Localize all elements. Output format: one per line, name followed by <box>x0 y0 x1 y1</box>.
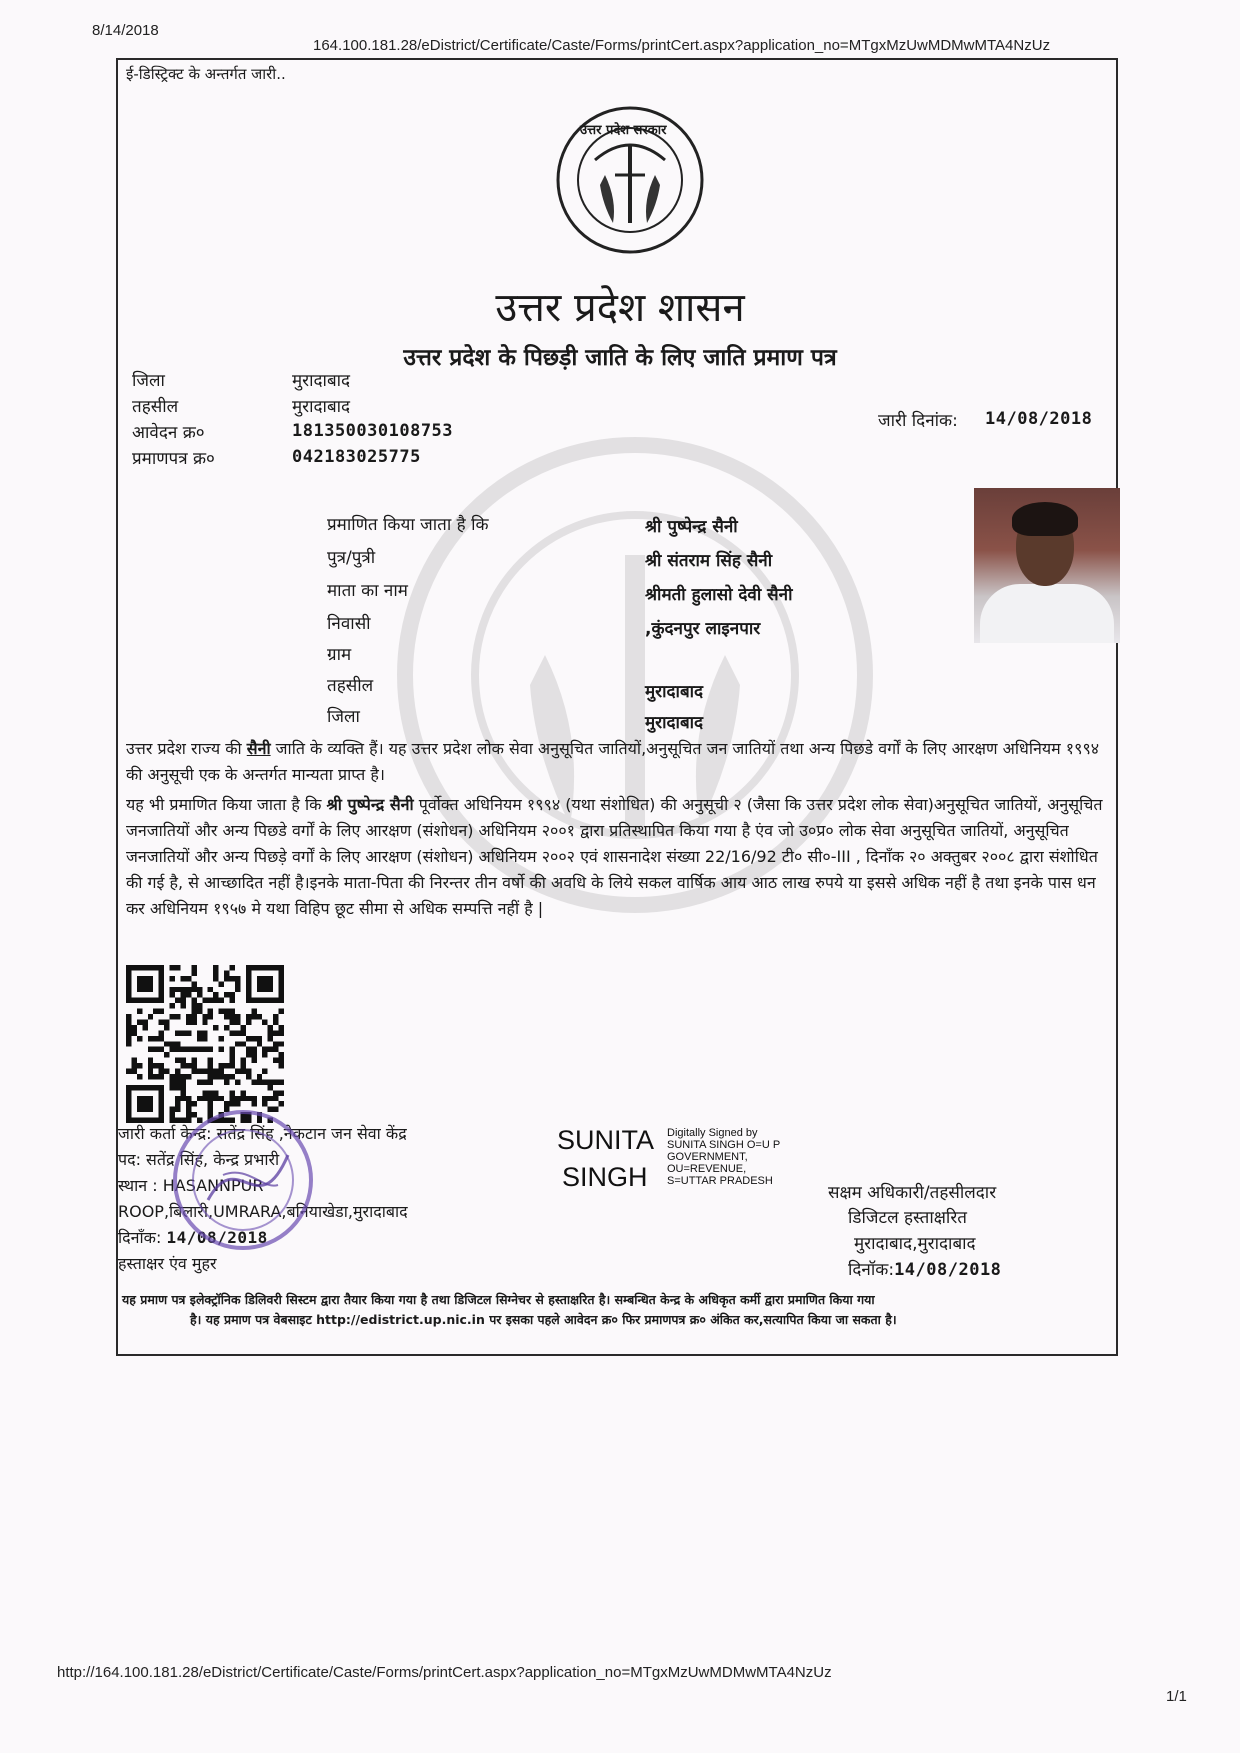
resident-value: ,कुंदनपुर लाइनपार <box>645 619 761 639</box>
print-date: 8/14/2018 <box>92 22 159 39</box>
print-header-url: 164.100.181.28/eDistrict/Certificate/Caste/Forms/printCert.aspx?application_no=MTgxMzUwMDMwMTA4NzUz <box>313 37 1051 54</box>
application-label: आवेदन क्र० <box>132 423 205 443</box>
issue-date: 14/08/2018 <box>985 409 1093 429</box>
district-value: मुरादाबाद <box>292 371 351 391</box>
officer-digital-sign: डिजिटल हस्ताक्षरित <box>848 1208 967 1228</box>
issuer-post: पद: सतेंद्र सिंह, केन्द्र प्रभारी <box>118 1150 280 1169</box>
district-label: जिला <box>132 371 165 391</box>
certification-paragraph-1: उत्तर प्रदेश राज्य की सैनी जाति के व्यक्ति हैं। यह उत्तर प्रदेश लोक सेवा अनुसूचित जातियों,अनुसूचित जन जातियों तथा अन्य पिछडे वर्गों के लिए आरक्षण अधिनियम १९९४ की अनुसूची एक के अन्तर्गत मान्यता प्राप्त है। <box>126 739 1100 784</box>
applicant-name: श्री पुष्पेन्द्र सैनी <box>645 517 738 537</box>
applicant-photo <box>974 488 1120 643</box>
signer-first-name: SUNITA <box>557 1125 655 1155</box>
tehsil-value: मुरादाबाद <box>292 397 351 417</box>
signer-last-name: SINGH <box>562 1162 648 1192</box>
details-label: जिला <box>327 707 360 727</box>
print-footer-url: http://164.100.181.28/eDistrict/Certificate/Caste/Forms/printCert.aspx?application_no=MTgxMzUwMDMwMTA4NzUz <box>57 1664 832 1681</box>
footer-note-line-2: है। यह प्रमाण पत्र वेबसाइट http://edistrict.up.nic.in पर इसका पहले आवेदन क्र० फिर प्रमाणपत्र क्र० अंकित कर,सत्यापित किया जा सकता है। <box>190 1312 897 1327</box>
certificate-title: उत्तर प्रदेश शासन <box>495 285 745 331</box>
issuer-sign-label: हस्ताक्षर एंव मुहर <box>118 1254 217 1273</box>
detail-tehsil-value: मुरादाबाद <box>645 682 704 702</box>
signature-details: Digitally Signed by SUNITA SINGH O=U P GOVERNMENT, OU=REVENUE, S=UTTAR PRADESH <box>667 1127 781 1187</box>
officer-place: मुरादाबाद,मुरादाबाद <box>854 1234 976 1254</box>
details-label: माता का नाम <box>327 581 408 601</box>
issuer-date: 14/08/2018 <box>166 1228 268 1247</box>
certification-paragraph-2: यह भी प्रमाणित किया जाता है कि श्री पुष्पेन्द्र सैनी पूर्वोक्त अधिनियम १९९४ (यथा संशोधित) की अनुसूची २ (जैसा कि उत्तर प्रदेश लोक सेवा)अनुसूचित जातियों, अनुसूचित जनजातियों और अन्य पिछडे वर्गों के लिए आरक्षण (संशोधन) अधिनियम २००१ द्वारा प्रतिस्थापित किया गया है एंव जो उ०प्र० लोक सेवा अनुसूचित जातियों, अनुसूचित जनजातियों और अन्य पिछड़े वर्गों के लिए आरक्षण (संशोधन) अधिनियम २००२ एवं शासनादेश संख्या 22/16/92 टी० सी०-III , दिनाँक २० अक्तुबर २००८ द्वारा संशोधित की गई है, से आच्छादित नहीं है।इनके माता-पिता की निरन्तर तीन वर्षो की अवधि के लिये सकल वार्षिक आय आठ लाख रुपये या इससे अधिक नहीं है तथा इनके पास धन कर अधिनियम १९५७ मे यथा विहिप छूट सीमा से अधिक सम्पत्ति नहीं है | <box>126 795 1103 918</box>
details-label: निवासी <box>327 614 371 634</box>
caste-name: सैनी <box>246 739 271 758</box>
details-label: ग्राम <box>327 645 352 665</box>
certificate-number: 042183025775 <box>292 447 421 467</box>
father-name: श्री संतराम सिंह सैनी <box>645 551 773 571</box>
print-page-count: 1/1 <box>1166 1688 1187 1705</box>
applicant-name-inline: श्री पुष्पेन्द्र सैनी <box>326 795 414 814</box>
mother-name: श्रीमती हुलासो देवी सैनी <box>645 585 793 605</box>
issuer-stamp <box>168 1105 318 1255</box>
detail-district-value: मुरादाबाद <box>645 713 704 733</box>
details-label: तहसील <box>327 676 374 696</box>
issuer-center: जारी कर्ता केन्द्र: सतेंद्र सिंह ,नेकटान जन सेवा केंद्र <box>118 1124 407 1143</box>
application-number: 181350030108753 <box>292 421 454 441</box>
emblem-text: उत्तर प्रदेश सरकार <box>580 123 667 138</box>
certificate-subtitle: उत्तर प्रदेश के पिछड़ी जाति के लिए जाति प्रमाण पत्र <box>403 345 837 371</box>
issued-under-text: ई-डिस्ट्रिक्ट के अन्तर्गत जारी.. <box>126 65 286 83</box>
footer-note-line-1: यह प्रमाण पत्र इलेक्ट्रॉनिक डिलिवरी सिस्टम द्वारा तैयार किया गया है तथा डिजिटल सिग्नेचर से हस्ताक्षरित है। सम्बन्धित केन्द्र के अधिकृत कर्मी द्वारा प्रमाणित किया गया <box>122 1292 875 1307</box>
certificate-no-label: प्रमाणपत्र क्र० <box>132 449 215 469</box>
issuer-place: स्थान : HASANNPUR <box>118 1176 264 1195</box>
details-label: पुत्र/पुत्री <box>327 548 376 568</box>
officer-date: 14/08/2018 <box>894 1260 1002 1280</box>
qr-code <box>126 965 284 1123</box>
officer-date-row: दिनॉक:14/08/2018 <box>848 1260 1002 1280</box>
issuer-date-row: दिनाँक: 14/08/2018 <box>118 1228 268 1247</box>
issue-date-label: जारी दिनांक: <box>878 411 958 431</box>
tehsil-label: तहसील <box>132 397 179 417</box>
issuer-place-2: ROOP,बिलारी,UMRARA,बनियाखेडा,मुरादाबाद <box>118 1202 408 1221</box>
details-label: प्रमाणित किया जाता है कि <box>327 515 489 535</box>
officer-title: सक्षम अधिकारी/तहसीलदार <box>828 1183 997 1203</box>
